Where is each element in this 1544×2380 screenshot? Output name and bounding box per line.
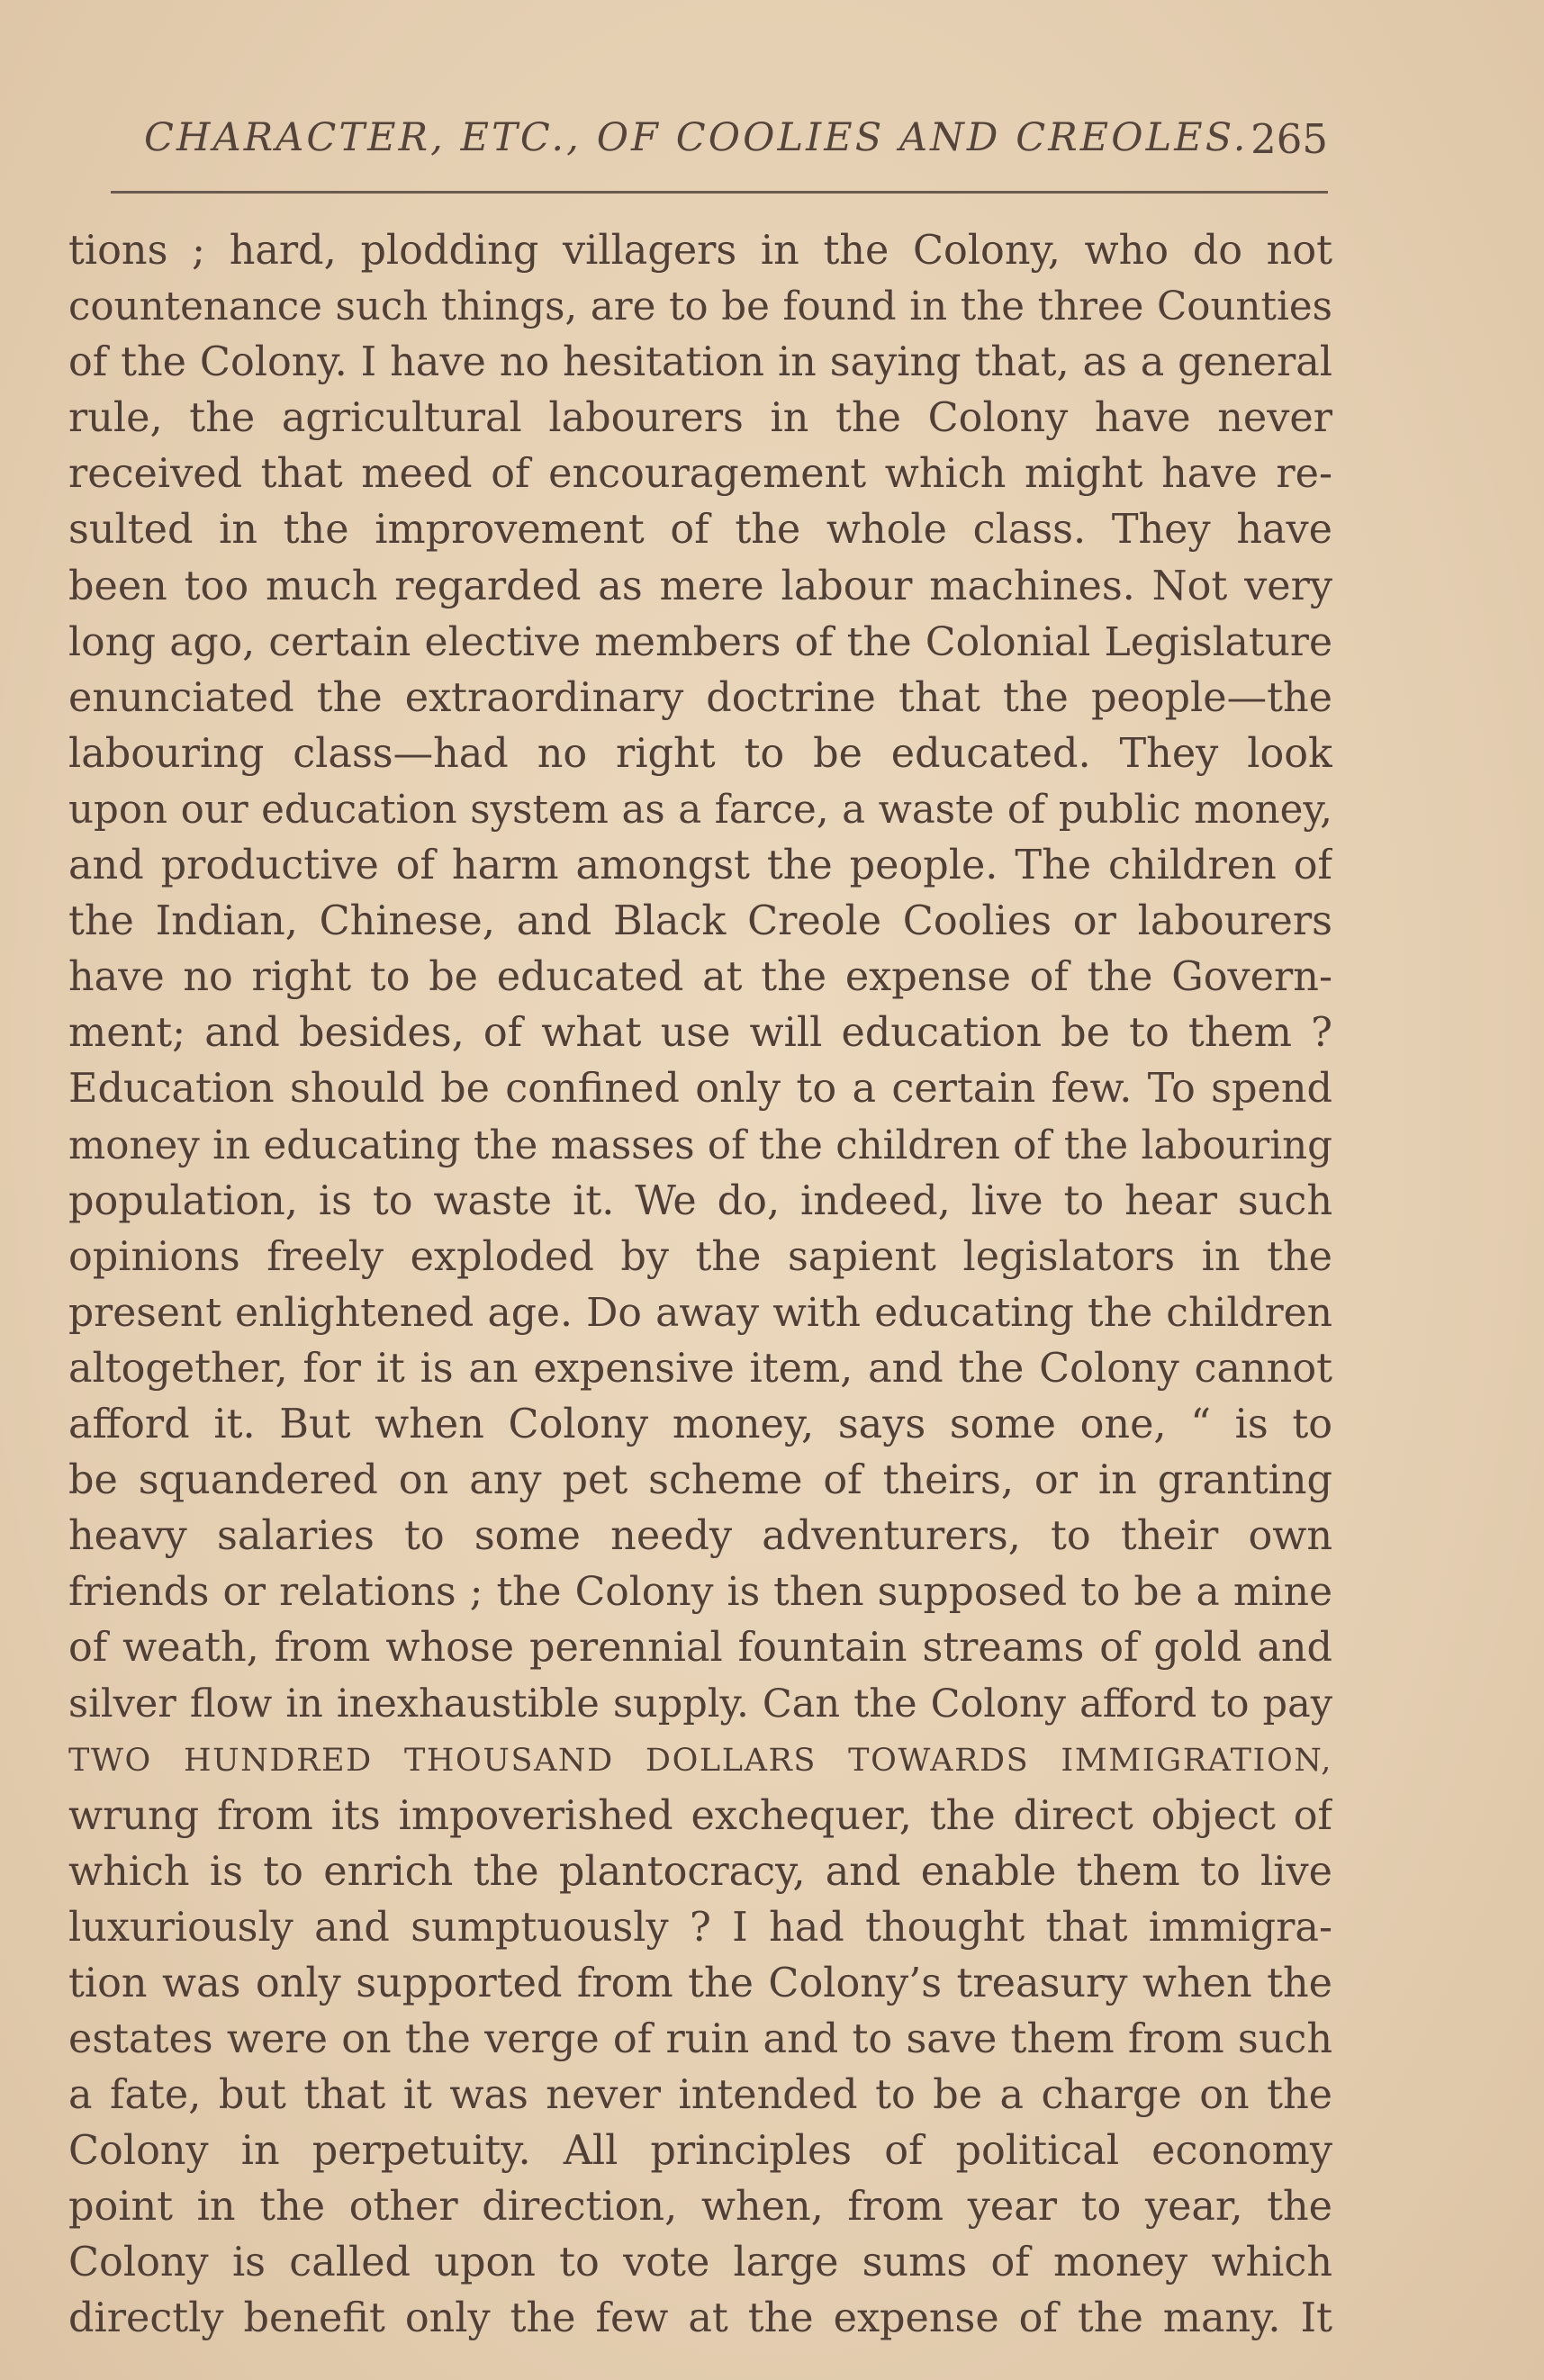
text-line: wrung from its impoverished exchequer, the direct object of	[68, 1792, 1332, 1839]
text-line: which is to enrich the plantocracy, and enable them to live	[68, 1848, 1332, 1895]
text-line: been too much regarded as mere labour machines. Not very	[68, 563, 1332, 609]
text-line: point in the other direction, when, from year to year, the	[68, 2184, 1332, 2231]
text-line: the Indian, Chinese, and Black Creole Coolies or labourers	[68, 898, 1332, 945]
page-number: 265	[1251, 115, 1328, 163]
text-line: altogether, for it is an expensive item, and the Colony cannot	[68, 1345, 1332, 1392]
text-line: be squandered on any pet scheme of theirs, or in granting	[68, 1457, 1332, 1504]
text-line: tions ; hard, plodding villagers in the Colony, who do not	[68, 228, 1332, 274]
text-line: money in educating the masses of the children of the labouring	[68, 1122, 1332, 1168]
text-line: friends or relations ; the Colony is then supposed to be a mine	[68, 1569, 1332, 1616]
body-text	[68, 223, 1332, 2348]
running-head	[144, 115, 1328, 178]
text-line: Colony in perpetuity. All principles of political economy	[68, 2128, 1332, 2175]
text-line: received that meed of encouragement which might have re-	[68, 451, 1332, 498]
text-line: silver flow in inexhaustible supply. Can the Colony afford to pay	[68, 1681, 1332, 1727]
text-line: directly benefit only the few at the expense of the many. It	[68, 2295, 1332, 2342]
text-line: tion was only supported from the Colony’s treasury when the	[68, 1960, 1332, 2006]
text-line: have no right to be educated at the expense of the Govern-	[68, 954, 1332, 1001]
text-line: Education should be confined only to a certain few. To spend	[68, 1066, 1332, 1113]
text-line: rule, the agricultural labourers in the Colony have never	[68, 395, 1332, 442]
running-title: CHARACTER, ETC., OF COOLIES AND CREOLES.	[144, 115, 1249, 160]
text-line: and productive of harm amongst the people. The children of	[68, 843, 1332, 889]
text-line: estates were on the verge of ruin and to save them from such	[68, 2016, 1332, 2062]
text-line: of the Colony. I have no hesitation in saying that, as a general	[68, 339, 1332, 386]
text-line: Colony is called upon to vote large sums of money which	[68, 2240, 1332, 2286]
small-caps-line: TWO HUNDRED THOUSAND DOLLARS TOWARDS IMMIGRATION,	[68, 1742, 1332, 1779]
text-line: a fate, but that it was never intended to be a charge on the	[68, 2072, 1332, 2119]
text-line: upon our education system as a farce, a waste of public money,	[68, 787, 1332, 833]
text-line: luxuriously and sumptuously ? I had thought that immigra-	[68, 1904, 1332, 1951]
text-line: long ago, certain elective members of the Colonial Legislature	[68, 618, 1332, 665]
text-line: labouring class—had no right to be educated. They look	[68, 730, 1332, 777]
text-line: ment; and besides, of what use will education be to them ?	[68, 1010, 1332, 1057]
text-line: afford it. But when Colony money, says some one, “ is to	[68, 1401, 1332, 1447]
text-line: heavy salaries to some needy adventurers, to their own	[68, 1513, 1332, 1560]
text-line: sulted in the improvement of the whole class. They have	[68, 507, 1332, 554]
header-rule	[111, 191, 1328, 194]
text-line: enunciated the extraordinary doctrine that the people—the	[68, 674, 1332, 721]
text-line: of weath, from whose perennial fountain streams of gold and	[68, 1625, 1332, 1672]
text-line: population, is to waste it. We do, indeed, live to hear such	[68, 1177, 1332, 1224]
text-line: present enlightened age. Do away with educating the children	[68, 1289, 1332, 1336]
text-line: opinions freely exploded by the sapient legislators in the	[68, 1233, 1332, 1280]
text-line: countenance such things, are to be found in the three Counties	[68, 284, 1332, 330]
